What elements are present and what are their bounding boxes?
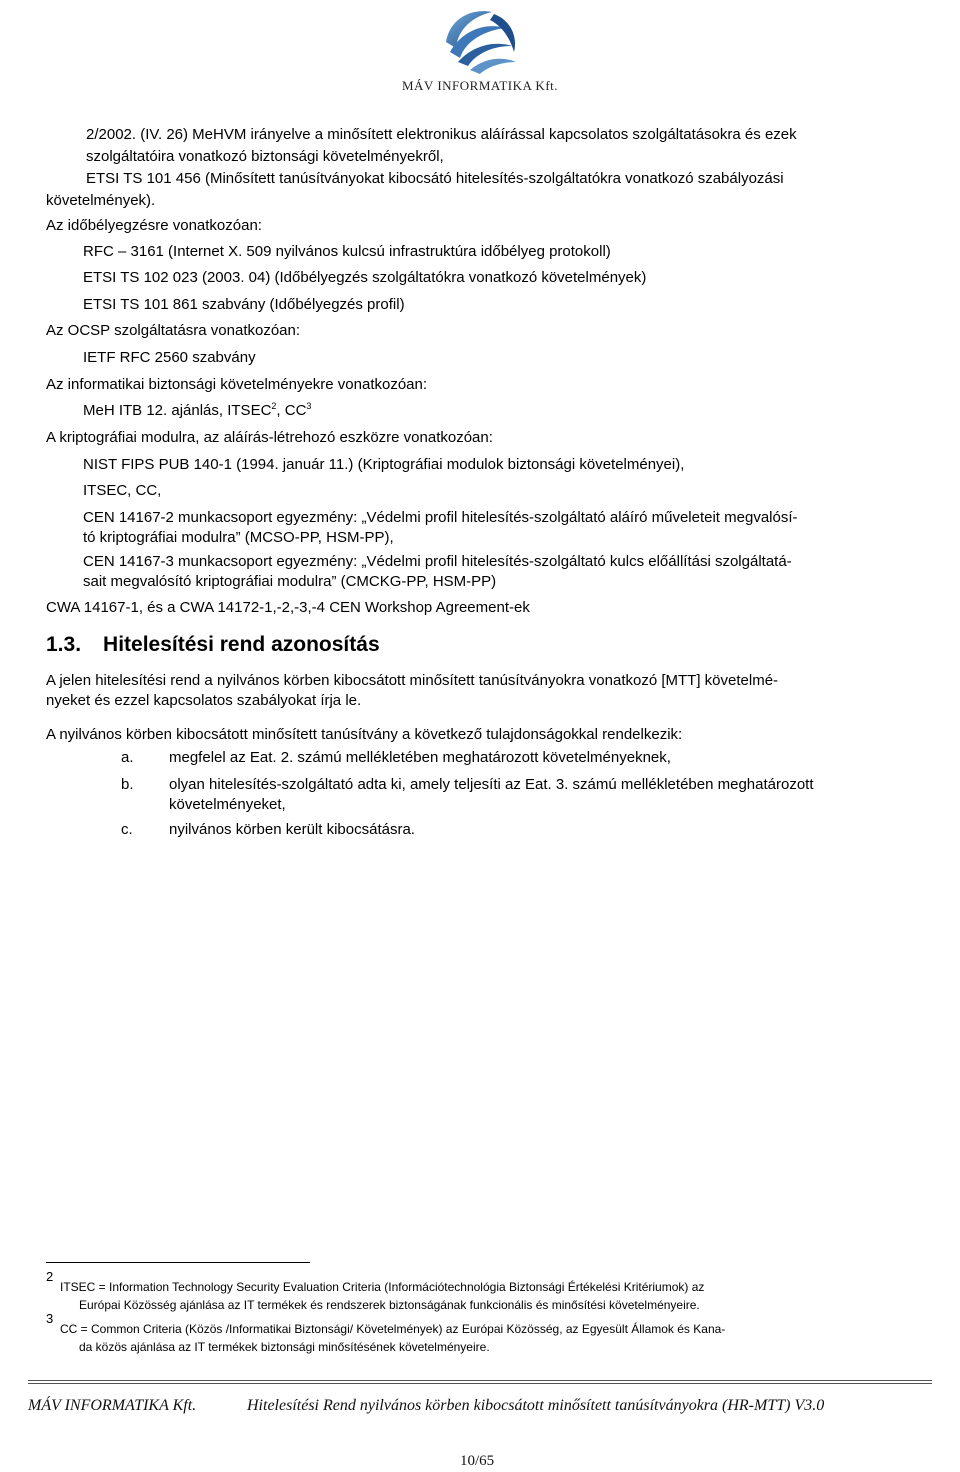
text-line: Az informatikai biztonsági követelményekre vonatkozóan: — [46, 376, 428, 393]
text-line: NIST FIPS PUB 140-1 (1994. január 11.) (Kriptográfiai modulok biztonsági követelményei), — [83, 456, 685, 473]
page-number: 10/65 — [460, 1453, 495, 1469]
text-line: Az OCSP szolgáltatásra vonatkozóan: — [46, 322, 301, 339]
footnote-text: ITSEC = Information Technology Security Evaluation Criteria (Információtechnológia Biztonsági Értékelési Kritériumok) az — [60, 1280, 705, 1294]
footnote-number: 3 — [46, 1311, 54, 1326]
section-heading — [46, 632, 380, 658]
logo-text: MÁV INFORMATIKA Kft. — [401, 78, 559, 93]
text-line: IETF RFC 2560 szabvány — [83, 349, 256, 366]
text-line: sait megvalósító kriptográfiai modulra” (CMCKG-PP, HSM-PP) — [83, 573, 497, 590]
footnote-separator — [46, 1262, 310, 1263]
text-line: ETSI TS 101 861 szabvány (Időbélyegzés profil) — [83, 296, 405, 313]
list-item-text: megfelel az Eat. 2. számú mellékletében meghatározott követelményeknek, — [169, 749, 671, 766]
footnote-ref: 3 — [306, 401, 312, 411]
list-item-text: nyilvános körben került kibocsátásra. — [169, 821, 415, 838]
footer-company: MÁV INFORMATIKA Kft. — [28, 1397, 197, 1414]
text-line-superscripts: MeH ITB 12. ajánlás, ITSEC$^2$, $CC^3$ — [83, 401, 312, 419]
text-line: A kriptográfiai modulra, az aláírás-létrehozó eszközre vonatkozóan: — [46, 429, 493, 446]
text-line: CEN 14167-2 munkacsoport egyezmény: „Védelmi profil hitelesítés-szolgáltató aláíró műveleteit megvalósí- — [83, 509, 798, 526]
list-item — [121, 775, 814, 795]
text-line: ETSI TS 102 023 (2003. 04) (Időbélyegzés szolgáltatókra vonatkozó követelmények) — [83, 269, 647, 286]
footer-rule — [28, 1383, 932, 1384]
list-item-label: b. — [121, 776, 134, 793]
footnote-text: CC = Common Criteria (Közös /Informatikai Biztonsági/ Követelmények) az Európai Közösség, az Egyesült Államok és Kana- — [60, 1322, 726, 1336]
text-line: RFC – 3161 (Internet X. 509 nyilvános kulcsú infrastruktúra időbélyeg protokoll) — [83, 243, 611, 260]
text-line: tó kriptográfiai modulra” (MCSO-PP, HSM-PP), — [83, 529, 394, 546]
footnote-text: da közös ajánlása az IT termékek biztonsági minősítésének követelményeire. — [79, 1340, 490, 1354]
list-item-label: a. — [121, 749, 134, 766]
paragraph-line: A jelen hitelesítési rend a nyilvános körben kibocsátott minősített tanúsítványokra vonatkozó [MTT] követelmé- — [46, 672, 779, 689]
footer-document-title: Hitelesítési Rend nyilvános körben kibocsátott minősített tanúsítványokra (HR-MTT) V3.0 — [247, 1397, 825, 1414]
section-number: 1.3. — [46, 633, 82, 656]
list-item — [121, 820, 415, 840]
paragraph-line: nyeket és ezzel kapcsolatos szabályokat írja le. — [46, 692, 362, 709]
text-line: követelmények). — [46, 192, 156, 209]
text-line: Az időbélyegzésre vonatkozóan: — [46, 217, 262, 234]
paragraph-line: A nyilvános körben kibocsátott minősített tanúsítvány a következő tulajdonságokkal rendelkezik: — [46, 726, 683, 743]
text-line: CWA 14167-1, és a CWA 14172-1,-2,-3,-4 CEN Workshop Agreement-ek — [46, 599, 530, 616]
list-item — [121, 748, 671, 768]
globe-logo-icon — [380, 4, 580, 78]
text-line: CEN 14167-3 munkacsoport egyezmény: „Védelmi profil hitelesítés-szolgáltató kulcs előállítási szolgáltatá- — [83, 553, 792, 570]
list-item-text: követelményeket, — [169, 796, 286, 813]
section-title: Hitelesítési rend azonosítás — [103, 633, 380, 656]
text-line: ETSI TS 101 456 (Minősített tanúsítványokat kibocsátó hitelesítés-szolgáltatókra vonatkozó szabályozási — [86, 170, 784, 187]
footnote-text: Európai Közösség ajánlása az IT termékek és rendszerek biztonságának funkcionális és minősítési követelményeire. — [79, 1298, 700, 1312]
footnote-number: 2 — [46, 1269, 54, 1284]
text-line: 2/2002. (IV. 26) MeHVM irányelve a minősített elektronikus aláírással kapcsolatos szolgáltatásokra és ezek — [86, 126, 797, 143]
list-item-label: c. — [121, 821, 133, 838]
footnote-ref: 2 — [271, 401, 277, 411]
text-line: szolgáltatóira vonatkozó biztonsági követelményekről, — [86, 148, 444, 165]
company-logo — [380, 4, 580, 96]
text-line: ITSEC, CC, — [83, 482, 162, 499]
footer-rule — [28, 1380, 932, 1381]
list-item-text: olyan hitelesítés-szolgáltató adta ki, amely teljesíti az Eat. 3. számú mellékletében meghatározott — [169, 776, 814, 793]
